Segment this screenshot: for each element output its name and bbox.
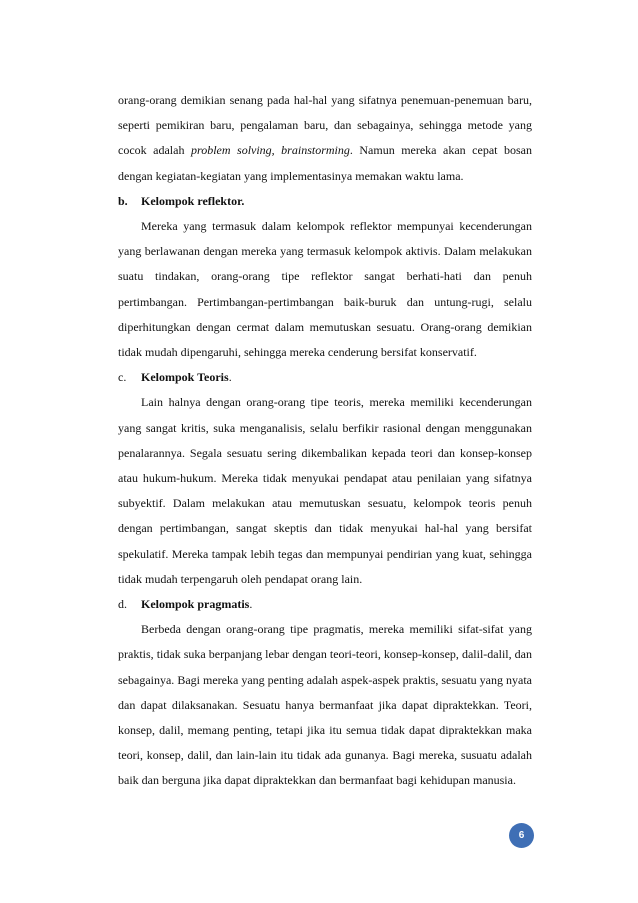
intro-text-start: orang-orang demikian senang pada hal-hal yang sifatnya penemuan-penemuan baru, seperti pemikiran baru, pengalaman baru, dan sebagainya, sehingga metode yang cocok adalah [118,93,532,158]
page-number-badge: 6 [509,823,534,848]
section-d-title: Kelompok pragmatis [141,597,250,612]
section-b-title: Kelompok reflektor. [141,193,245,208]
section-c-body: Lain halnya dengan orang-orang tipe teoris, mereka memiliki kecenderungan yang sangat kritis, suka menganalisis, selalu berfikir rasional dengan menggunakan penalarannya. Segala sesuatu sering dikembalikan kepada teori dan konsep-konsep atau hukum-hukum. Mereka tidak menyukai pendapat atau penilaian yang sifatnya subyektif. Dalam melakukan atau memutuskan sesuatu, kelompok teoris penuh dengan pertimbangan, sangat skeptis dan tidak menyukai hal-hal yang bersifat spekulatif. Mereka tampak lebih tegas dan mempunyai pendirian yang kuat, sehingga tidak mudah terpengaruh oleh pendapat orang lain. [118,395,532,586]
section-b-heading [118,189,532,214]
section-c-marker: c. [118,370,127,385]
section-c-heading [118,365,532,390]
section-d-body: Berbeda dengan orang-orang tipe pragmatis, mereka memiliki sifat-sifat yang praktis, tidak suka berpanjang lebar dengan teori-teori, konsep-konsep, dalil-dalil, dan sebagainya. Bagi mereka yang penting adalah aspek-aspek praktis, sesuatu yang nyata dan dapat dilaksanakan. Sesuatu hanya bermanfaat jika dapat dipraktekkan. Teori, konsep, dalil, memang penting, tetapi jika itu semua tidak dapat dipraktekkan maka teori, konsep, dalil, dan lain-lain itu tidak ada gunanya. Bagi mereka, susuatu adalah baik dan berguna jika dapat dipraktekkan dan bermanfaat bagi kehidupan manusia. [118,622,532,788]
intro-text-end: . Namun mereka akan cepat bosan dengan kegiatan-kegiatan yang implementasinya memakan waktu lama. [118,143,532,183]
section-d-suffix: . [249,597,253,612]
intro-italic-terms: problem solving, brainstorming [190,143,350,158]
section-d-heading [118,592,532,617]
page-content [118,88,532,794]
section-c-suffix: . [228,370,232,385]
section-d-marker: d. [118,597,127,612]
section-c-title: Kelompok Teoris [141,370,229,385]
intro-paragraph [118,88,532,189]
section-b-marker: b. [118,193,128,208]
section-b-body: Mereka yang termasuk dalam kelompok reflektor mempunyai kecenderungan yang berlawanan dengan mereka yang termasuk kelompok aktivis. Dalam melakukan suatu tindakan, orang-orang tipe reflektor sangat berhati-hati dan penuh pertimbangan. Pertimbangan-pertimbangan baik-buruk dan untung-rugi, selalu diperhitungkan dengan cermat dalam memutuskan sesuatu. Orang-orang demikian tidak mudah dipengaruhi, sehingga mereka cenderung bersifat konservatif. [118,219,532,360]
